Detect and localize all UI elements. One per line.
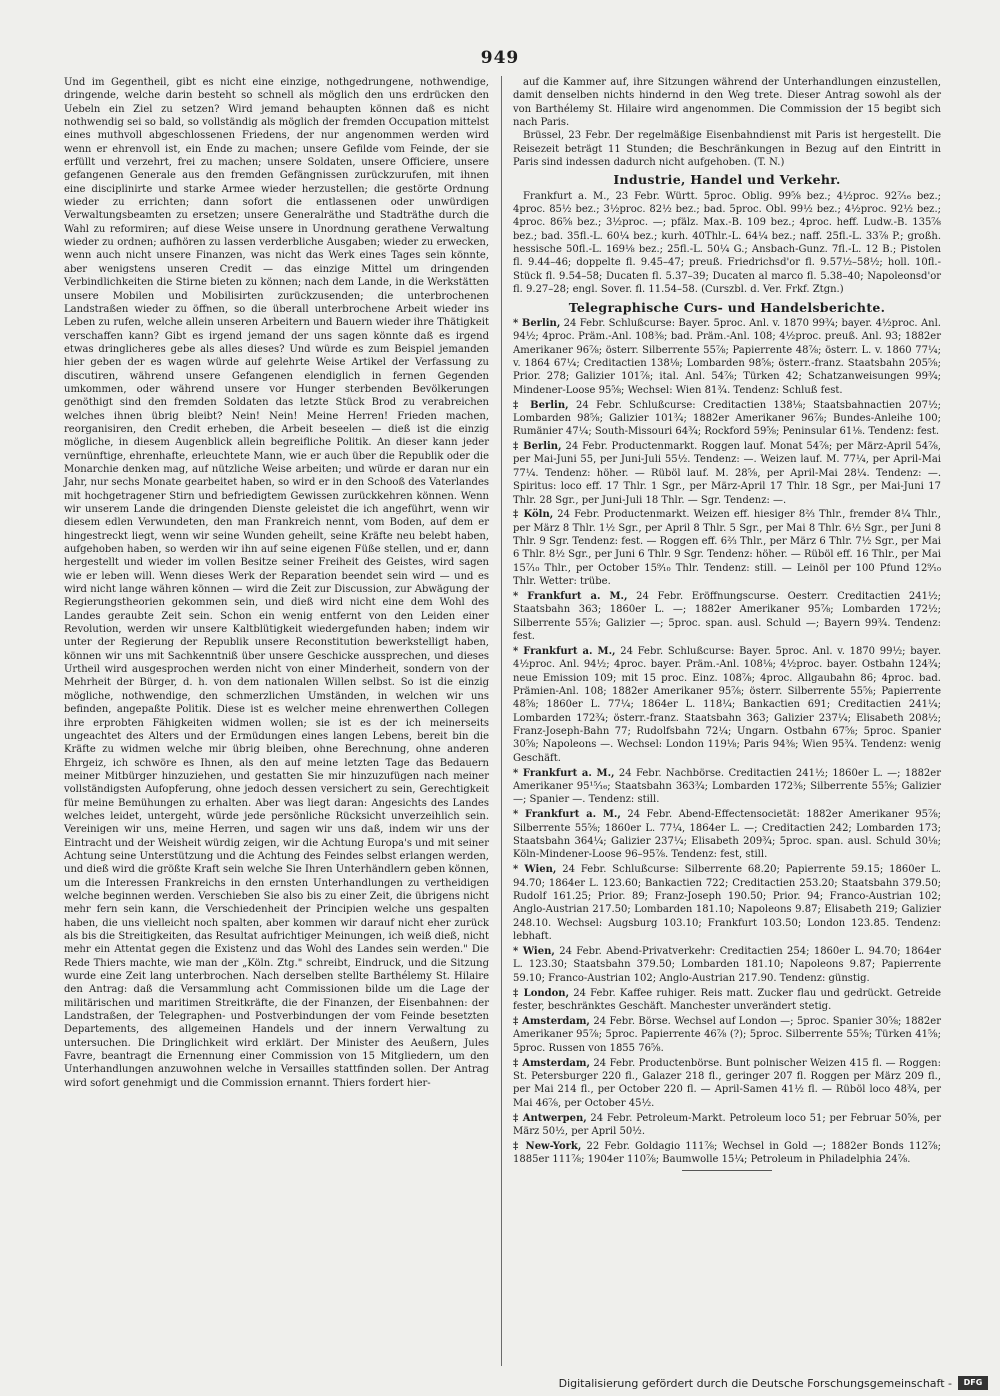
section-heading-telegraph: Telegraphische Curs- und Handelsberichte. (568, 299, 886, 315)
market-report (513, 645, 941, 765)
report-text: 24 Febr. Schlußcurse: Bayer. 5proc. Anl. v. 1870 99¾; bayer. 4½proc. Anl. 94½; 4proc. Präm.-Anl. 108⅜; bad. Präm.-Anl. 108; 4½proc. preuß. Anl. 93; 1882er Amerikaner 96⅞; österr. Silberrente 55⅞; Papierrente 48⅞; österr. L. v. 1860 77¼; v. 1864 67¼; Creditactien 138⅛; Lombarden 98⅝; österr.-franz. Staatsbahn 205⅝; Prior. 278; Galizier 101⅞; ital. Anl. 54⅞; Türken 42; Schatzanweisungen 99¾; Mindener-Loose 95⅝; Wechsel: Wien 81¾. Tendenz: Schluß fest. (513, 317, 941, 396)
market-report (513, 1112, 941, 1139)
report-location: ‡ Berlin, (513, 399, 569, 411)
article-text-continued: auf die Kammer auf, ihre Sitzungen während der Unterhandlungen einzustellen, damit denselben nichts hindernd in den Weg trete. Dieser Antrag sowohl als der von Barthélemy St. Hilaire wird angenommen. Die Commission der 15 begibt sich nach Paris. (513, 77, 941, 129)
report-text: 24 Febr. Productenmarkt. Weizen eff. hiesiger 8⅔ Thlr., fremder 8¼ Thlr., per März 8 Thlr. 1½ Sgr., per April 8 Thlr. 5 Sgr., per Mai 8 Thlr. 6½ Sgr., per Juni 8 Thlr. 9 Sgr. Tendenz: fest. — Roggen eff. 6⅔ Thlr., per März 6 Thlr. 7½ Sgr., per Mai 6 Thlr. 8½ Sgr., per Juni 6 Thlr. 9 Sgr. Tendenz: höher. — Rüböl eff. 16 Thlr., per Mai 15⁷⁄₁₀ Thlr., per October 15⁹⁄₁₀ Thlr. Tendenz: still. — Leinöl per 100 Pfund 12⁹⁄₁₀ Thlr. Wetter: trübe. (513, 509, 941, 588)
market-report (513, 317, 941, 397)
report-text: 24 Febr. Productenmarkt. Roggen lauf. Monat 54⅞; per März-April 54⅞, per Mai-Juni 55, per Juni-Juli 55½. Tendenz: —. Weizen lauf. M. 77¼, per April-Mai 77¼. Tendenz: höher. — Rüböl lauf. M. 28⅝, per April-Mai 28¼. Tendenz: —. Spiritus: loco eff. 17 Thlr. 1 Sgr., per März-April 17 Thlr. 18 Sgr., per Mai-Juni 17 Thlr. 28 Sgr., per Juni-Juli 18 Thlr. — Sgr. Tendenz: —. (513, 441, 941, 506)
report-text: 24 Febr. Kaffee ruhiger. Reis matt. Zucker flau und gedrückt. Getreide fester, beschränktes Geschäft. Manchester unverändert stetig. (513, 987, 941, 1012)
report-text: 24 Febr. Eröffnungscurse. Oesterr. Creditactien 241½; Staatsbahn 363; 1860er L. —; 1882er Amerikaner 95⅞; Lombarden 172½; Silberrente 55⅞; Galizier —; 5proc. span. ausl. Schuld —; Bayern 99¾. Tendenz: fest. (513, 591, 941, 643)
report-text: 22 Febr. Goldagio 111⅞; Wechsel in Gold —; 1882er Bonds 112⅞; 1885er 111⅞; 1904er 110⅞; Baumwolle 15¼; Petroleum in Philadelphia 24⅞. (513, 1140, 941, 1166)
market-report (513, 508, 941, 588)
right-column (513, 76, 941, 1171)
report-text: 24 Febr. Productenbörse. Bunt polnischer Weizen 415 fl. — Roggen: St. Petersburger 220 fl., Galazer 218 fl., geringer 207 fl. Roggen per März 209 fl., per Mai 214 fl., per October 220 fl. — April-Samen 41½ fl. — Rüböl loco 48¾, per Mai 46⅞, per October 45½. (513, 1057, 941, 1109)
market-report (513, 945, 941, 985)
report-location: * Wien, (513, 864, 557, 876)
report-location: ‡ Amsterdam, (513, 1057, 590, 1069)
section-heading-industry: Industrie, Handel und Verkehr. (613, 172, 841, 188)
page-number: 949 (480, 48, 520, 68)
report-location: * Berlin, (513, 317, 561, 329)
report-location: ‡ London, (513, 987, 570, 999)
market-report (513, 1015, 941, 1055)
report-text: 24 Febr. Schlußcurse: Creditactien 138⅛; Staatsbahnactien 207½; Lombarden 98⅝; Galizier 101¾; 1882er Amerikaner 96⅞; Bundes-Anleihe 100; Rumänier 47¼; South-Missouri 64¾; Rockford 59⅝; Peninsular 61⅛. Tendenz: fest. (513, 399, 941, 438)
report-location: ‡ Antwerpen, (513, 1112, 587, 1124)
report-text: 24 Febr. Börse. Wechsel auf London —; 5proc. Spanier 30⅝; 1882er Amerikaner 95⅞; 5proc. Papierrente 46⅞ (?); 5proc. Silberrente 55⅝; Türken 41⅝; 5proc. Russen von 1855 76⅝. (513, 1015, 941, 1054)
market-report (513, 863, 941, 943)
article-text: Und im Gegentheil, gibt es nicht eine einzige, nothgedrungene, nothwendige, dringende, welche darin besteht so schnell als möglich den uns erdrücken den Uebeln ein Ziel zu setzen? Wird jemand behaupten können daß es nicht nothwendig sei so bald, so vollständig als möglich der fremden Occupation mittelst eines muthvoll abgeschlossenen Friedens, der nur angenommen werden wird wenn er ehrenvoll ist, ein Ende zu machen; unsere Gefilde vom Feinde, der sie erfüllt und verzehrt, frei zu machen; unsere Soldaten, unsere Officiere, unsere gefangenen Generale aus den fremden Gefängnissen zurückzurufen, mit ihnen eine disciplinirte und starke Armee wieder herzustellen; die gestörte Ordnung wieder zu errichten; dann sofort die entlassenen oder unwürdigen Verwaltungsbeamten zu ersetzen; unsere Generalräthe und Stadträthe durch die Wahl zu reformiren; auf diese Weise unsere in Unordnung gerathene Verwaltung wieder zu ordnen; aufhören zu lassen verderbliche Ausgaben; wieder zu erwecken, wenn auch nicht unsere Finanzen, was nicht das Werk eines Tages sein könnte, aber wenigstens unseren Credit — das einzige Mittel um dringenden Verbindlichkeiten die Stirne bieten zu können; nach dem Lande, in die Werkstätten unsere Mobilen und Mobilisirten zurückzusenden; die unterbrochenen Landstraßen wieder zu öffnen, so die überall unterbrochene Arbeit wieder ins Leben zu rufen, welche allein unseren Arbeitern und Bauern wieder ihre Thätigkeit verschaffen kann? Gibt es irgend jemand der uns sagen könnte daß es irgend etwas dringlicheres gebe als alles dieses? Und würde es zum Beispiel jemanden hier geben der es wagen würde auf gelehrte Weise Artikel der Verfassung zu discutiren, während unsere Gefangenen elendiglich in fernen Gegenden umkommen, oder während unsere vor Hunger sterbenden Bevölkerungen genöthigt sind den fremden Soldaten das letzte Stück Brod zu verabreichen welches ihnen übrig bleibt? Nein! Nein! Meine Herren! Frieden machen, reorganisiren, den Credit erheben, die Arbeit beseelen — dieß ist die einzig mögliche, in diesem Augenblick allein begreifliche Politik. An dieser kann jeder vernünftige, ehrenhafte, erleuchtete Mann, wie er auch über die Republik oder die Monarchie denken mag, auf nützliche Weise arbeiten; und würde er daran nur ein Jahr, nur sechs Monate gearbeitet haben, so wird er in den Schooß des Vaterlandes mit hochgetragener Stirn und befriedigtem Gewissen zurückkehren können. Wenn wir unserem Lande die dringenden Dienste geleistet die ich angeführt, wenn wir diesem edlen Verwundeten, den man Frankreich nennt, vom Boden, auf dem er hingestreckt liegt, wenn wir seine Wunden geheilt, seine Kräfte neu belebt haben, aufgehoben haben, so werden wir ihn auf seine eigenen Füße stellen, und er, dann hergestellt und wieder im vollen Besitze seiner Freiheit des Geistes, wird sagen wie er leben will. Wenn dieses Werk der Reparation beendet sein wird — und es wird nicht lange währen können — wird die Zeit zur Discussion, zur Abwägung der Regierungstheorien gekommen sein, und dieß wird nicht eine dem Wohl des Landes geraubte Zeit sein. Schon ein wenig entfernt von den Leiden einer Revolution, werden wir unsere Kaltblütigkeit wiedergefunden haben; indem wir unter der Regierung der Republik unsere Reconstitution bewerkstelligt haben, können wir uns mit Sachkenntniß über unsere Geschicke aussprechen, und dieses Urtheil wird ausgesprochen werden nicht von einer Minderheit, sondern von der Mehrheit der Bürger, d. h. von dem nationalen Willen selbst. So ist die einzig mögliche, nothwendige, den schmerzlichen Umständen, in welchen wir uns befinden, angepaßte Politik. Diese ist es welcher meine ehrenwerthen Collegen ihre erprobten Fähigkeiten widmen wollen; sie ist es der ich meinerseits ungeachtet des Alters und der Ermüdungen eines langen Lebens, bereit bin die Kräfte zu widmen welche mir übrig bleiben, ohne Berechnung, ohne anderen Ehrgeiz, ich schwöre es Ihnen, als den auf meine letzten Tage das Bedauern meiner Mitbürger hinzuziehen, und gestatten Sie mir hinzuzufügen nach meiner vollständigsten Aufopferung, ohne jedoch dessen versichert zu sein, Gerechtigkeit für meine Bemühungen zu erhalten. Aber was liegt daran: Angesichts des Landes welches leidet, untergeht, würde jede persönliche Rücksicht unverzeihlich sein. Vereinigen wir uns, meine Herren, und sagen wir uns daß, indem wir uns der Eintracht und der Weisheit würdig zeigen, wir die Achtung Europa's und mit seiner Achtung seine Unterstützung und die Achtung des Feindes selbst erlangen werden, und dieß wird die größte Kraft sein welche Sie Ihren Unterhändlern geben können, um die Interessen Frankreichs in den ernsten Unterhandlungen zu vertheidigen welche beginnen werden. Verschieben Sie also bis zu einer Zeit, die übrigens nicht mehr fern sein kann, die Verschiedenheit der Principien welche uns gespalten haben, die uns vielleicht noch spalten, aber kommen wir darauf nicht eher zurück als bis die Streitigkeiten, das Resultat aufrichtiger Meinungen, ich weiß dieß, nicht mehr ein Attentat gegen die Existenz und das Wohl des Landes sein werden." Die Rede Thiers machte, wie man der „Köln. Ztg." schreibt, Eindruck, und die Sitzung wurde eine Zeit lang unterbrochen. Nach derselben stellte Barthélemy St. Hilaire den Antrag: daß die Versammlung acht Commissionen bilde um die Lage der militärischen und maritimen Streitkräfte, die der Finanzen, der Eisenbahnen: der Landstraßen, der Telegraphen- und Postverbindungen der vom Feinde besetzten Departements, des allgemeinen Handels und der innern Verwaltung zu untersuchen. Die Dringlichkeit wird erklärt. Der Minister des Aeußern, Jules Favre, beantragt die Ernennung einer Commission von 15 Mitgliedern, um den Unterhandlungen anzuwohnen welche in Versailles stattfinden sollen. Der Antrag wird sofort genehmigt und die Commission ernannt. Thiers fordert hier- (64, 77, 489, 1089)
market-report (513, 1140, 941, 1167)
dfg-logo: DFG (958, 1376, 988, 1390)
news-item-bruessel: Brüssel, 23 Febr. Der regelmäßige Eisenbahndienst mit Paris ist hergestellt. Die Reisezeit beträgt 11 Stunden; die Beschränkungen in Bezug auf den Eintritt in Paris sind indessen dadurch nicht aufgehoben. (T. N.) (513, 130, 941, 169)
market-report (513, 987, 941, 1014)
report-location: * Frankfurt a. M., (513, 646, 616, 658)
market-report (513, 1057, 941, 1110)
report-text: 24 Febr. Nachbörse. Creditactien 241½; 1860er L. —; 1882er Amerikaner 95¹⁵⁄₁₆; Staatsbahn 363¾; Lombarden 172⅜; Silberrente 55⅝; Galizier —; Spanier —. Tendenz: still. (513, 767, 941, 806)
frankfurt-exchange-report: Frankfurt a. M., 23 Febr. Württ. 5proc. Oblig. 99⅝ bez.; 4½proc. 92⁷⁄₁₆ bez.; 4proc. 85½ bez.; 3½proc. 82½ bez.; bad. 5proc. Obl. 99½ bez.; 4½proc. 92½ bez.; 4proc. 86⅝ bez.; 3½proc. —; pfälz. Max.-B. 109 bez.; 4proc. heff. Ludw.-B. 135⅞ bez.; bad. 35fl.-L. 60¼ bez.; kurh. 40Thlr.-L. 64¼ bez.; naff. 25fl.-L. 33⅞ P.; großh. hessische 50fl.-L. 169⅛ bez.; 25fl.-L. 50¼ G.; Ansbach-Gunz. 7fl.-L. 12 B.; Pistolen fl. 9.44–46; doppelte fl. 9.45–47; preuß. Friedrichsd'or fl. 9.57½–58½; holl. 10fl.-Stück fl. 9.54–58; Ducaten fl. 5.37–39; Ducaten al marco fl. 5.38–40; Napoleonsd'or fl. 9.27–28; engl. Sover. fl. 11.54–58. (Curszbl. d. Ver. Frkf. Ztgn.) (513, 190, 941, 296)
report-location: ‡ New-York, (513, 1140, 582, 1152)
funding-note: Digitalisierung gefördert durch die Deutsche Forschungsgemeinschaft - (558, 1377, 952, 1390)
footer (0, 1373, 1000, 1396)
report-text: 24 Febr. Schlußcurse: Silberrente 68.20; Papierrente 59.15; 1860er L. 94.70; 1864er L. 123.60; Bankactien 722; Creditactien 253.20; Staatsbahn 379.50; Rudolf 161.25; Prior. 89; Franz-Joseph 190.50; Prior. 94; Franco-Austrian 102; Anglo-Austrian 217.50; Lombarden 181.10; Napoleons 9.87; Elisabeth 219; Galizier 248.10. Wechsel: Augsburg 103.10; Frankfurt 103.50; London 123.85. Tendenz: lebhaft. (513, 864, 941, 943)
report-location: * Frankfurt a. M., (513, 809, 621, 821)
market-report (513, 590, 941, 643)
report-location: * Frankfurt a. M., (513, 767, 615, 779)
report-location: ‡ Amsterdam, (513, 1015, 590, 1027)
closing-rule (682, 1170, 772, 1171)
market-report (513, 440, 941, 507)
report-text: 24 Febr. Abend-Privatverkehr: Creditactien 254; 1860er L. 94.70; 1864er L. 123.30; Staatsbahn 379.50; Lombarden 181.10; Napoleons 9.87; Papierrente 59.10; Franco-Austrian 102; Anglo-Austrian 217.90. Tendenz: günstig. (513, 946, 941, 984)
column-divider (501, 76, 502, 1366)
report-location: ‡ Berlin, (513, 441, 562, 453)
report-location: * Frankfurt a. M., (513, 591, 628, 603)
market-report (513, 399, 941, 439)
report-text: 24 Febr. Petroleum-Markt. Petroleum loco 51; per Februar 50⅝, per März 50½, per April 50½. (513, 1112, 941, 1137)
left-column (64, 76, 489, 1090)
report-text: 24 Febr. Abend-Effectensocietät: 1882er Amerikaner 95⅞; Silberrente 55⅝; 1860er L. 77¼, 1864er L. —; Creditactien 242; Lombarden 173; Staatsbahn 364¼; Galizier 237¼; Elisabeth 209¾; 5proc. span. ausl. Schuld 30⅛; Köln-Mindener-Loose 96–95⅞. Tendenz: fest, still. (513, 809, 942, 861)
market-report (513, 808, 941, 861)
report-text: 24 Febr. Schlußcurse: Bayer. 5proc. Anl. v. 1870 99½; bayer. 4½proc. Anl. 94½; 4proc. bayer. Präm.-Anl. 108⅛; 4½proc. bayer. Ostbahn 124¾; neue Emission 109; mit 15 proc. Einz. 108⅞; 4proc. Allgaubahn 86; 4proc. bad. Prämien-Anl. 108; 1882er Amerikaner 95⅞; österr. Silberrente 55⅝; Papierrente 48⅝; 1860er L. 77¼; 1864er L. 118¼; Bankactien 691; Creditactien 241¼; Lombarden 172¾; österr.-franz. Staatsbahn 363; Galizier 237¼; Elisabeth 208½; Franz-Joseph-Bahn 77; Rudolfsbahn 72¼; Ungarn. Ostbahn 67⅝; 5proc. Spanier 30⅝; Napoleons —. Wechsel: London 119⅛; Paris 94⅜; Wien 95¾. Tendenz: wenig Geschäft. (513, 646, 942, 764)
market-report (513, 767, 941, 807)
report-location: ‡ Köln, (513, 509, 554, 521)
report-location: * Wien, (513, 946, 555, 957)
